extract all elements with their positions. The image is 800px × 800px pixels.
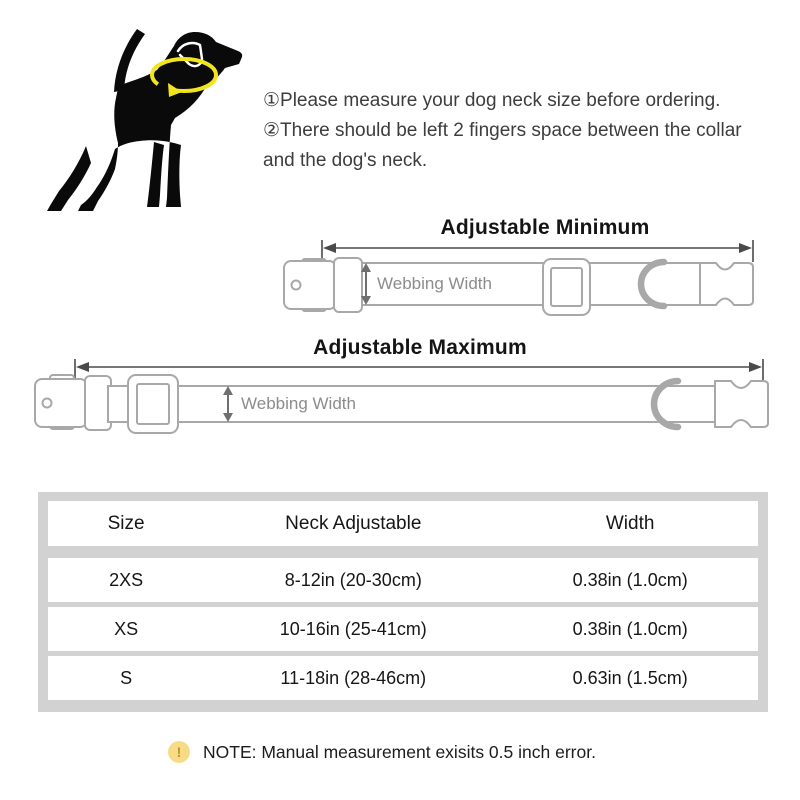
- cell-size: 2XS: [109, 569, 144, 590]
- cell-size: S: [120, 667, 133, 688]
- diagram-minimum-title: Adjustable Minimum: [440, 216, 650, 239]
- measurement-note: [168, 741, 596, 763]
- collar-diagram-minimum: [0, 215, 800, 330]
- instruction-step-2: ②There should be left 2 fingers space between the collar and the dog's neck.: [263, 120, 742, 171]
- table-row: [48, 607, 758, 651]
- cell-size: XS: [114, 618, 139, 639]
- cell-width: 0.38in (1.0cm): [572, 618, 688, 639]
- dog-far-front-leg: [147, 142, 164, 207]
- instruction-step-1: ①Please measure your dog neck size before ordering.: [263, 90, 721, 111]
- table-row: [48, 558, 758, 602]
- clasp-female: [715, 381, 768, 427]
- dog-silhouette-figure: [18, 8, 262, 220]
- column-header-width: Width: [605, 512, 655, 534]
- collar-diagram-maximum: [0, 335, 800, 445]
- measure-arrowhead-left: [76, 362, 89, 372]
- measure-arrowhead-right: [739, 243, 752, 253]
- measuring-instructions: [263, 86, 768, 176]
- cell-width: 0.38in (1.0cm): [572, 569, 688, 590]
- exclamation-icon: !: [168, 741, 190, 763]
- dog-far-hind-leg: [47, 146, 91, 211]
- slider-inner: [137, 384, 169, 424]
- measure-arrowhead-right: [749, 362, 762, 372]
- cell-neck: 8-12in (20-30cm): [284, 569, 422, 590]
- cell-neck: 11-18in (28-46cm): [280, 667, 427, 688]
- strap-sleeve: [334, 258, 362, 312]
- column-header-size: Size: [107, 512, 145, 534]
- measure-arrowhead-left: [323, 243, 336, 253]
- cell-neck: 10-16in (25-41cm): [279, 618, 427, 639]
- webbing-width-label-minimum: Webbing Width: [377, 274, 492, 293]
- collar-strap: [108, 386, 715, 422]
- size-table: [38, 492, 768, 712]
- webbing-width-label-maximum: Webbing Width: [241, 394, 356, 413]
- size-table-header-row: [48, 501, 758, 546]
- table-row: [48, 656, 758, 700]
- column-header-neck-adjustable: Neck Adjustable: [285, 512, 422, 534]
- diagram-maximum-title: Adjustable Maximum: [313, 336, 527, 359]
- note-text: NOTE: Manual measurement exisits 0.5 inch error.: [203, 741, 596, 762]
- slider-inner: [551, 268, 582, 306]
- cell-width: 0.63in (1.5cm): [572, 667, 688, 688]
- clasp-female: [700, 263, 753, 305]
